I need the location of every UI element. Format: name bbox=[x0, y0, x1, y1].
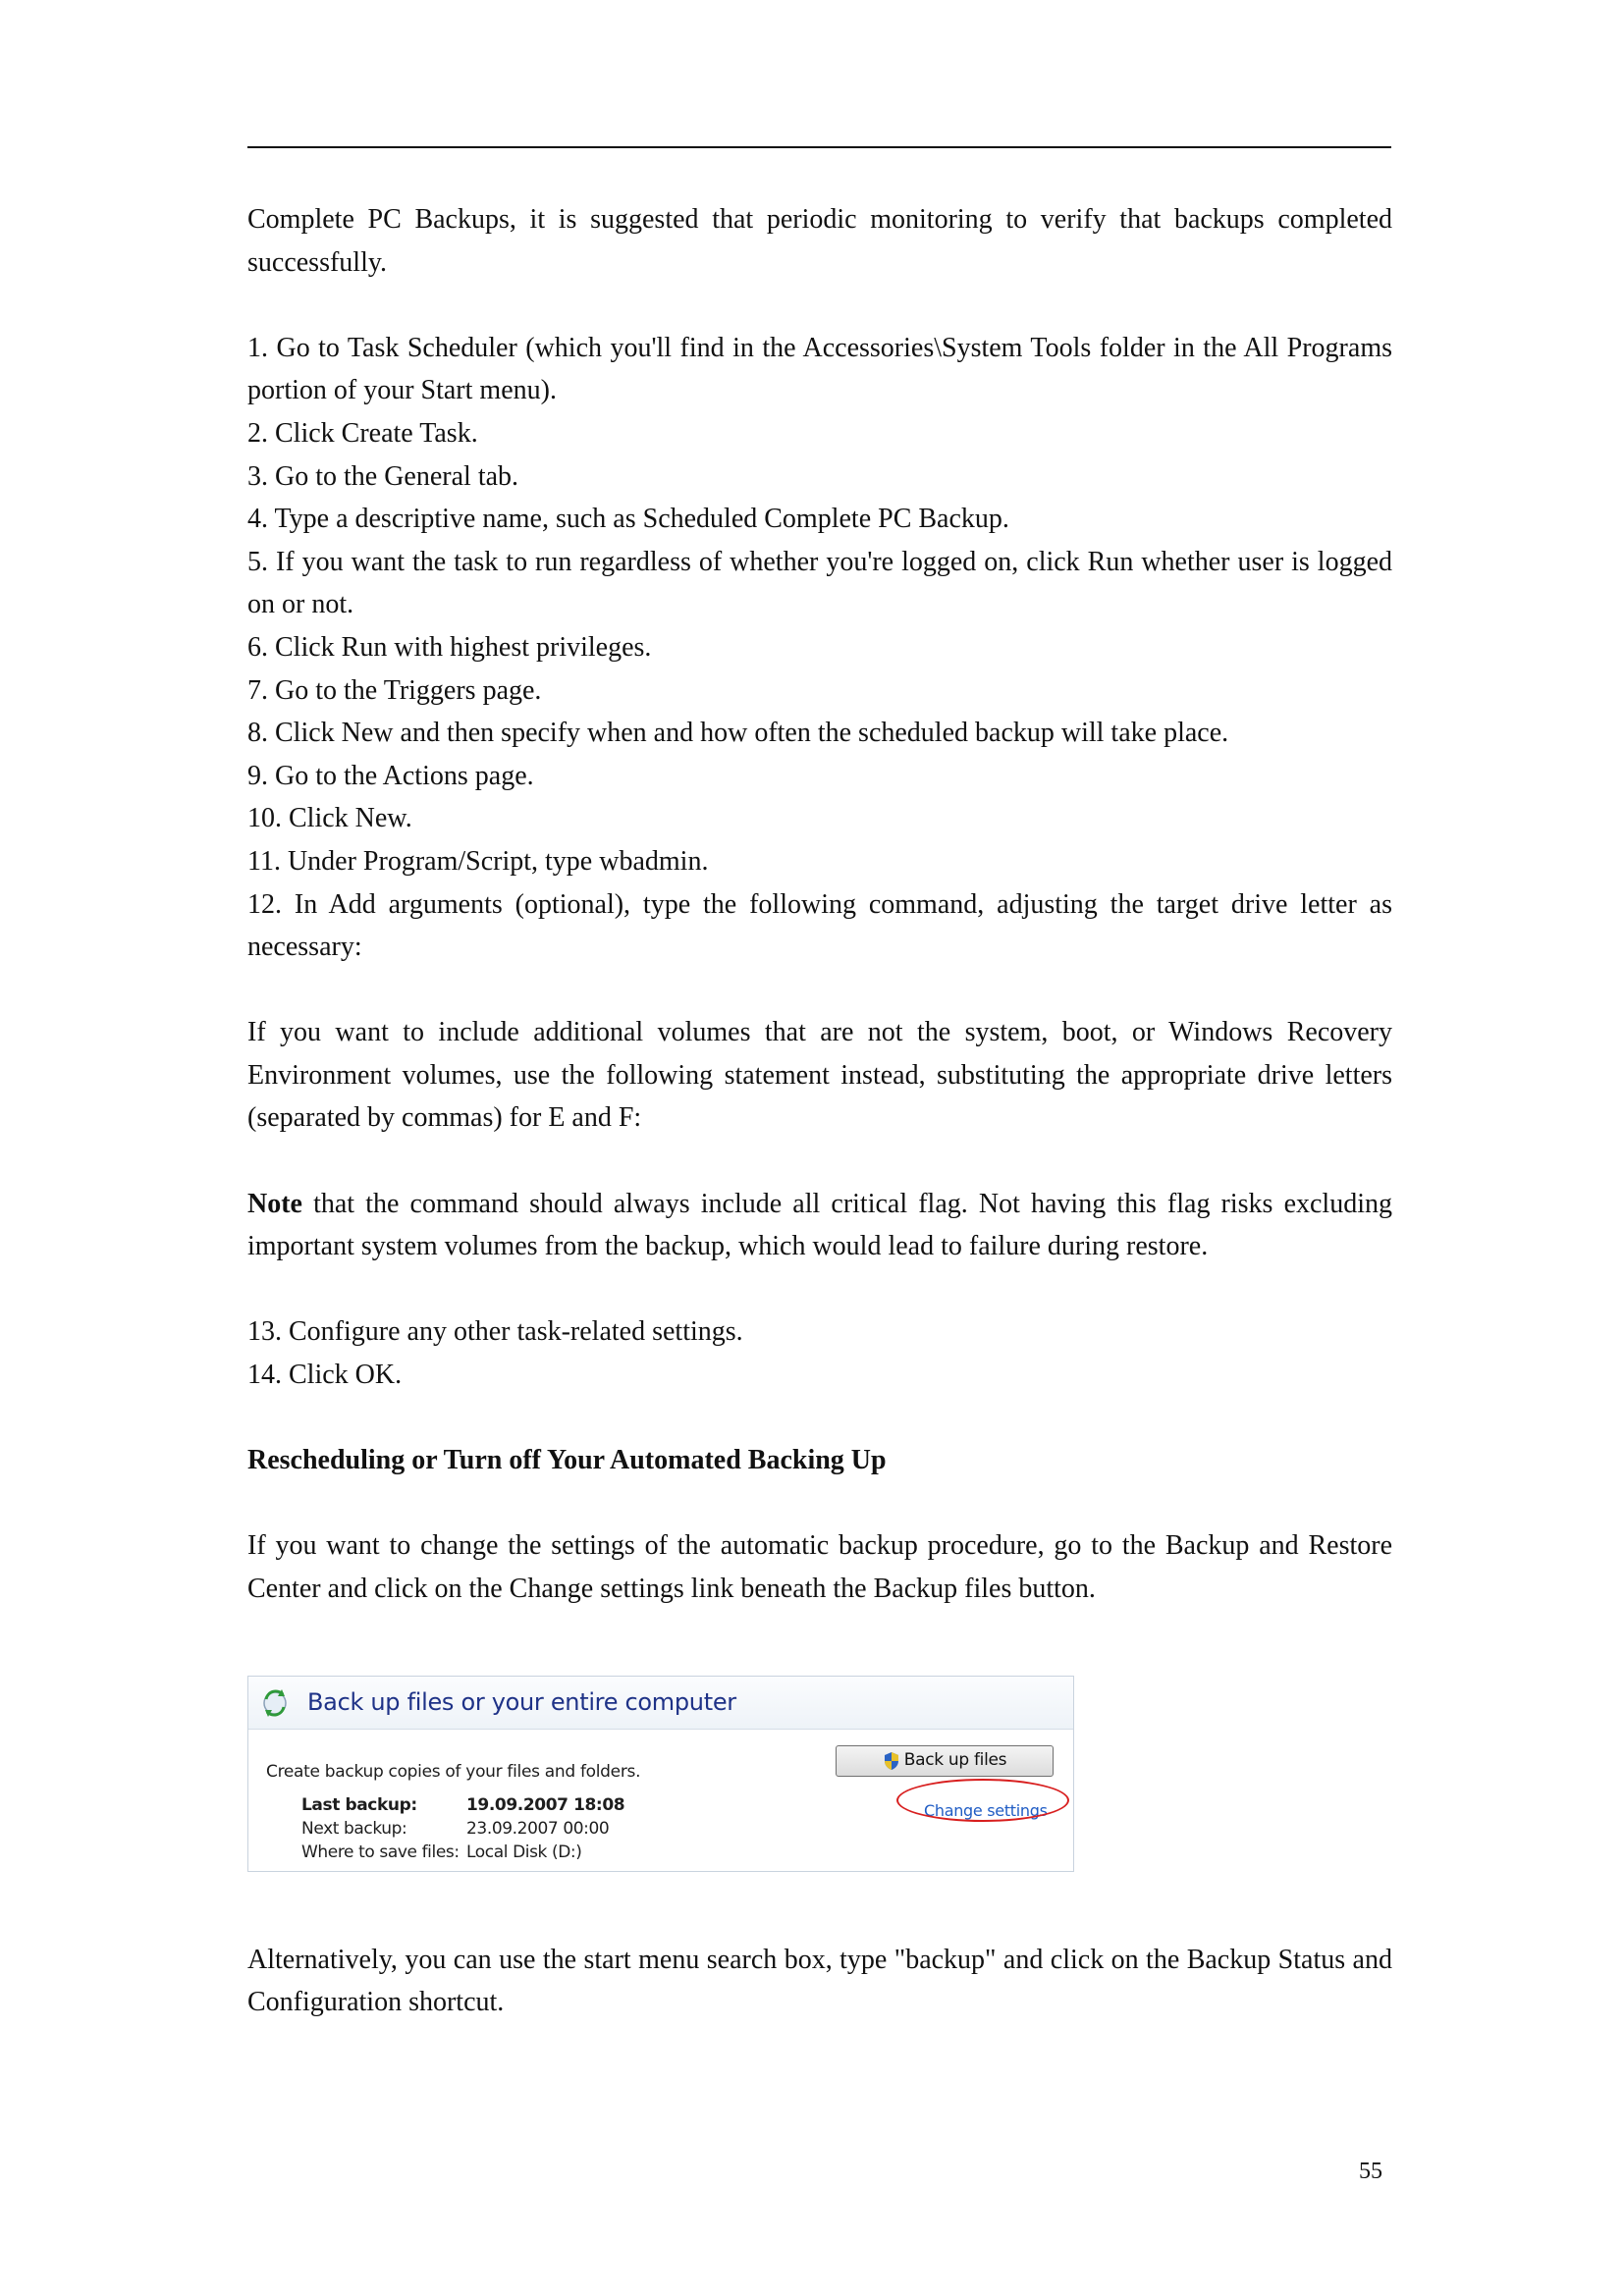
backup-screenshot bbox=[247, 1676, 1074, 1872]
note-text: that the command should always include all critical flag. Not having this flag risks excluding important system volumes from the backup, which would lead to failure during restore. bbox=[247, 1188, 1392, 1262]
alternative-paragraph: Alternatively, you can use the start menu search box, type "backup" and click on the Backup Status and Configuration shortcut. bbox=[247, 1944, 1392, 2018]
note-paragraph bbox=[247, 1183, 1392, 1268]
back-up-files-button[interactable] bbox=[836, 1745, 1054, 1777]
backup-panel-header bbox=[248, 1677, 1073, 1730]
back-up-files-label: Back up files bbox=[903, 1749, 1007, 1770]
step-7: 7. Go to the Triggers page. bbox=[247, 674, 542, 706]
step-2: 2. Click Create Task. bbox=[247, 417, 478, 449]
document-body bbox=[247, 198, 1392, 2024]
step-1: 1. Go to Task Scheduler (which you'll find in the Accessories\System Tools folder in the All Programs portion of your Start menu). bbox=[247, 332, 1392, 406]
intro-paragraph: Complete PC Backups, it is suggested that periodic monitoring to verify that backups completed successfully. bbox=[247, 204, 1392, 278]
note-label: Note bbox=[247, 1188, 302, 1219]
step-10: 10. Click New. bbox=[247, 803, 412, 834]
step-6: 6. Click Run with highest privileges. bbox=[247, 631, 652, 663]
change-settings-paragraph: If you want to change the settings of the automatic backup procedure, go to the Backup and Restore Center and click on the Change settings link beneath the Backup files button. bbox=[247, 1530, 1392, 1604]
shield-icon bbox=[883, 1751, 900, 1771]
step-12: 12. In Add arguments (optional), type the following command, adjusting the target drive letter as necessary: bbox=[247, 888, 1392, 963]
backup-panel-title: Back up files or your entire computer bbox=[307, 1687, 736, 1716]
step-13: 13. Configure any other task-related settings. bbox=[247, 1316, 743, 1348]
step-11: 11. Under Program/Script, type wbadmin. bbox=[247, 845, 709, 877]
backup-description: Create backup copies of your files and folders. bbox=[266, 1761, 641, 1782]
save-location-label: Where to save files: bbox=[301, 1842, 460, 1862]
highlight-circle bbox=[896, 1779, 1069, 1822]
save-location-row bbox=[301, 1832, 581, 1872]
step-9: 9. Go to the Actions page. bbox=[247, 760, 534, 791]
step-5: 5. If you want the task to run regardless of whether you're logged on, click Run whether user is logged on or not. bbox=[247, 546, 1392, 620]
last-backup-value: 19.09.2007 18:08 bbox=[466, 1794, 625, 1815]
last-backup-label: Last backup: bbox=[301, 1794, 417, 1815]
step-4: 4. Type a descriptive name, such as Scheduled Complete PC Backup. bbox=[247, 504, 1009, 535]
step-14: 14. Click OK. bbox=[247, 1360, 403, 1391]
step-8: 8. Click New and then specify when and how often the scheduled backup will take place. bbox=[247, 718, 1229, 749]
next-backup-label: Next backup: bbox=[301, 1818, 407, 1839]
section-heading: Rescheduling or Turn off Your Automated Backing Up bbox=[247, 1445, 887, 1476]
backup-icon bbox=[258, 1684, 292, 1718]
additional-volumes-paragraph: If you want to include additional volumes that are not the system, boot, or Windows Recovery Environment volumes, use the following statement instead, substituting the appropriate drive letters (separated by commas) for E and F: bbox=[247, 1017, 1392, 1134]
page-number: 55 bbox=[1359, 2159, 1382, 2184]
change-settings-link[interactable]: Change settings bbox=[924, 1800, 1048, 1820]
next-backup-value: 23.09.2007 00:00 bbox=[466, 1818, 610, 1839]
header-rule bbox=[247, 146, 1391, 148]
save-location-value: Local Disk (D:) bbox=[466, 1842, 582, 1862]
step-3: 3. Go to the General tab. bbox=[247, 460, 519, 492]
